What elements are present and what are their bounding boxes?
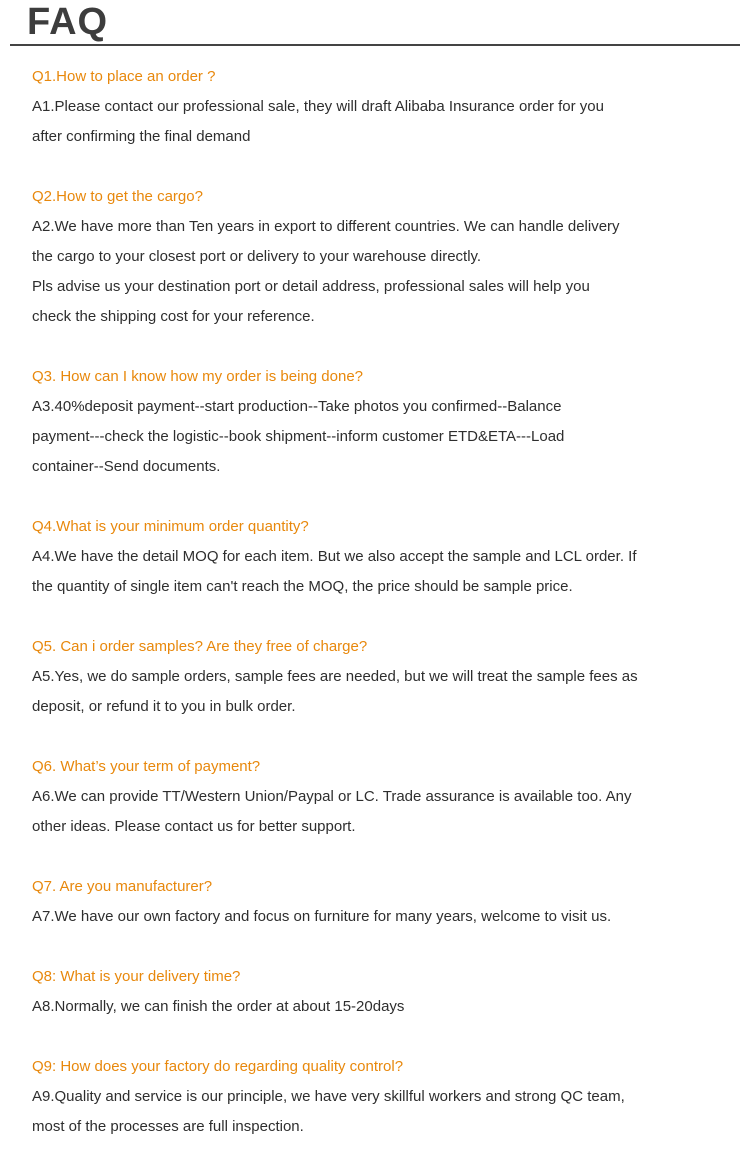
faq-answer-9-line-1: A9.Quality and service is our principle, we have very skillful workers and strong QC team, (32, 1088, 625, 1105)
faq-answer-2-line-4: check the shipping cost for your reference. (32, 308, 315, 325)
faq-answer-2-line-1: A2.We have more than Ten years in export to different countries. We can handle delivery (32, 218, 620, 235)
faq-item-2 (32, 182, 732, 332)
faq-question-2: Q2.How to get the cargo? (32, 188, 203, 205)
faq-answer-6-line-2: other ideas. Please contact us for better support. (32, 818, 356, 835)
faq-item-3 (32, 362, 732, 482)
page-title: FAQ (27, 1, 109, 43)
faq-item-7 (32, 872, 732, 932)
faq-question-8: Q8: What is your delivery time? (32, 968, 241, 985)
faq-answer-4-line-2: the quantity of single item can't reach the MOQ, the price should be sample price. (32, 578, 573, 595)
faq-question-6: Q6. What’s your term of payment? (32, 758, 261, 775)
faq-item-4 (32, 512, 732, 602)
faq-question-1: Q1.How to place an order ? (32, 68, 216, 85)
faq-answer-3-line-1: A3.40%deposit payment--start production--Take photos you confirmed--Balance (32, 398, 562, 415)
faq-item-1 (32, 62, 732, 152)
faq-answer-2-line-3: Pls advise us your destination port or detail address, professional sales will help you (32, 278, 590, 295)
faq-answer-5-line-1: A5.Yes, we do sample orders, sample fees are needed, but we will treat the sample fees as (32, 668, 638, 685)
faq-answer-9-line-2: most of the processes are full inspection. (32, 1118, 304, 1135)
faq-item-5 (32, 632, 732, 722)
faq-answer-6-line-1: A6.We can provide TT/Western Union/Paypal or LC. Trade assurance is available too. Any (32, 788, 632, 805)
faq-question-9: Q9: How does your factory do regarding quality control? (32, 1058, 404, 1075)
faq-answer-1-line-1: A1.Please contact our professional sale, they will draft Alibaba Insurance order for you (32, 98, 604, 115)
faq-answer-5-line-2: deposit, or refund it to you in bulk order. (32, 698, 296, 715)
faq-answer-4-line-1: A4.We have the detail MOQ for each item. But we also accept the sample and LCL order. If (32, 548, 637, 565)
faq-item-8 (32, 962, 732, 1022)
faq-answer-1-line-2: after confirming the final demand (32, 128, 251, 145)
faq-header (0, 0, 750, 50)
faq-answer-3-line-3: container--Send documents. (32, 458, 221, 475)
faq-question-5: Q5. Can i order samples? Are they free of charge? (32, 638, 368, 655)
faq-answer-2-line-2: the cargo to your closest port or delivery to your warehouse directly. (32, 248, 482, 265)
title-divider (10, 44, 740, 46)
faq-answer-3-line-2: payment---check the logistic--book shipment--inform customer ETD&ETA---Load (32, 428, 565, 445)
faq-question-7: Q7. Are you manufacturer? (32, 878, 213, 895)
faq-answer-8-line-1: A8.Normally, we can finish the order at about 15-20days (32, 998, 405, 1015)
faq-item-6 (32, 752, 732, 842)
faq-list (32, 62, 732, 1172)
faq-answer-7-line-1: A7.We have our own factory and focus on furniture for many years, welcome to visit us. (32, 908, 612, 925)
faq-question-4: Q4.What is your minimum order quantity? (32, 518, 309, 535)
faq-item-9 (32, 1052, 732, 1142)
faq-question-3: Q3. How can I know how my order is being done? (32, 368, 364, 385)
